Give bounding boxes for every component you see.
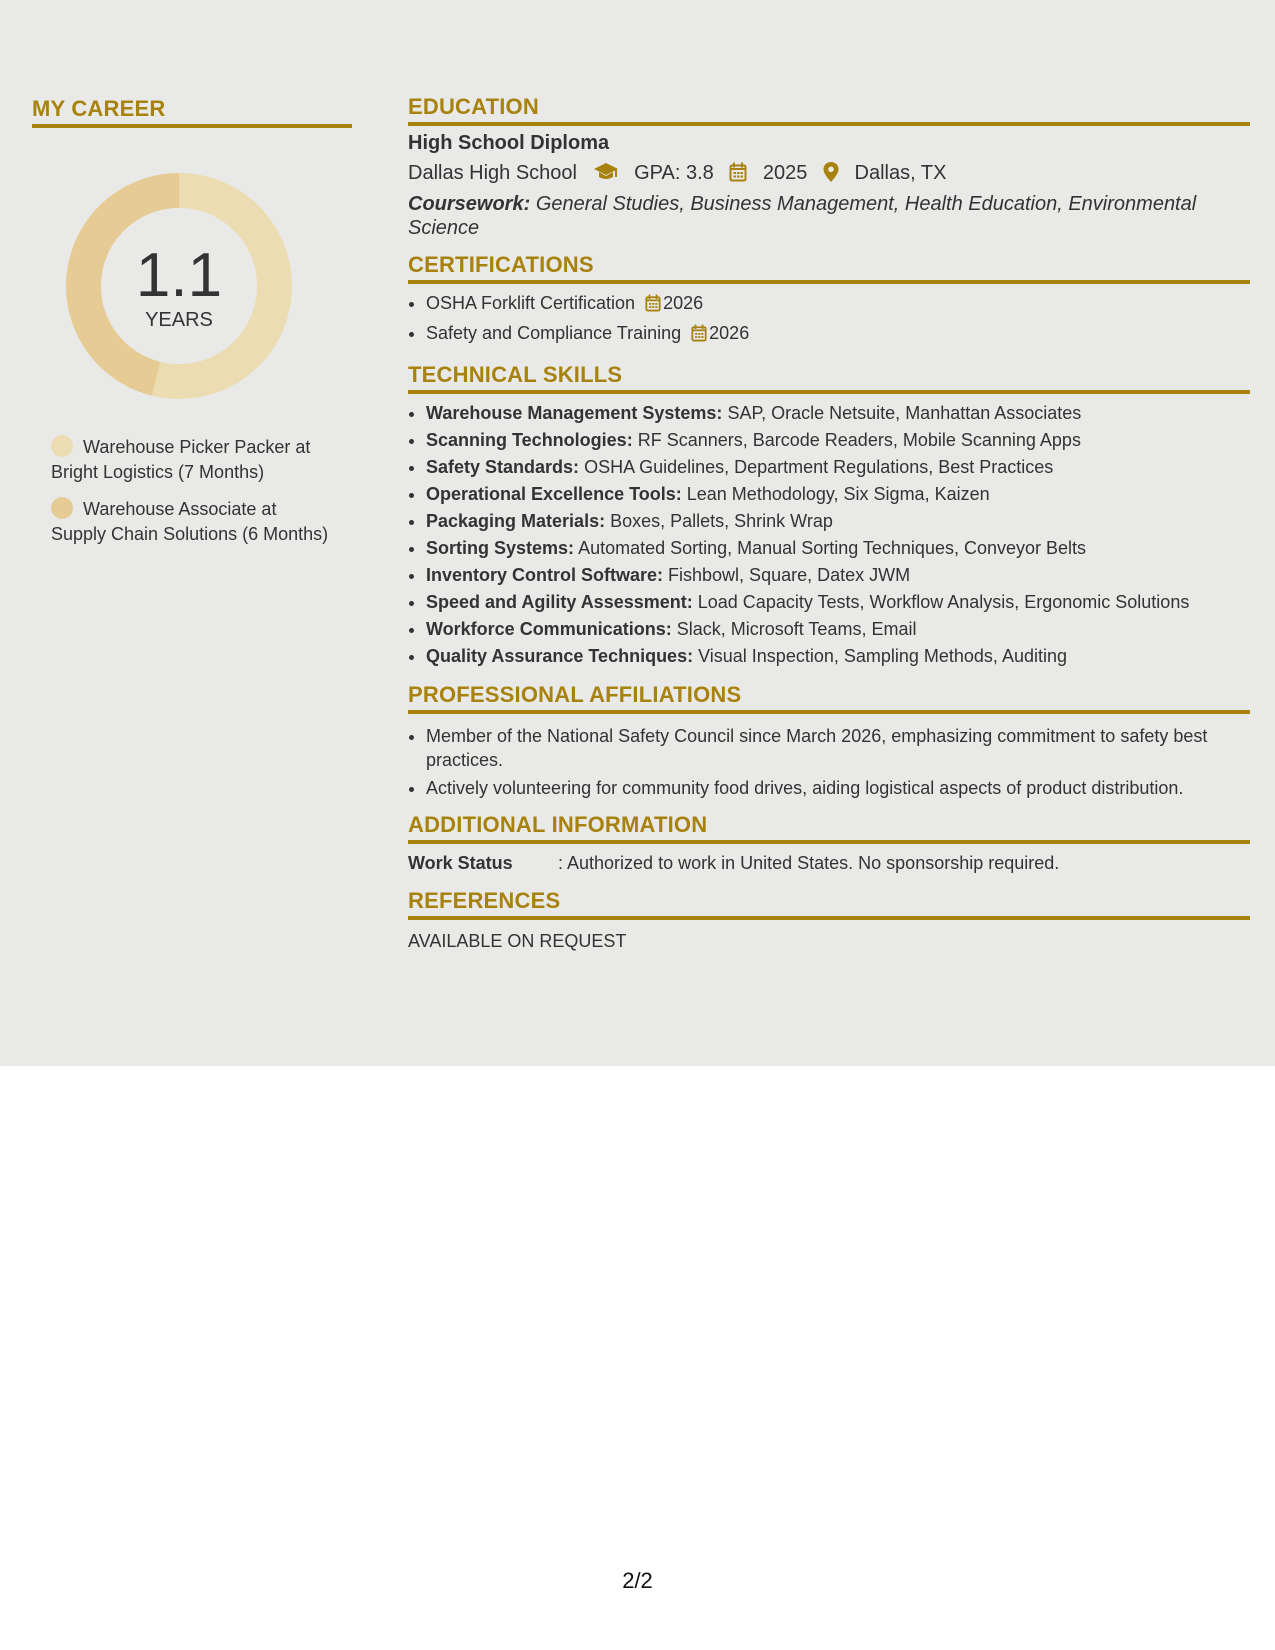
legend-label: Warehouse Associate at Supply Chain Solutions (6 Months) bbox=[51, 499, 329, 544]
education-meta bbox=[408, 159, 1250, 190]
affiliations-heading: PROFESSIONAL AFFILIATIONS bbox=[408, 682, 1250, 714]
degree-title: High School Diploma bbox=[408, 132, 610, 154]
skill-values: Automated Sorting, Manual Sorting Techniques, Conveyor Belts bbox=[578, 538, 1087, 558]
skill-values: Visual Inspection, Sampling Methods, Auditing bbox=[698, 646, 1067, 666]
list-item bbox=[426, 481, 1250, 508]
affiliations-section bbox=[408, 682, 1250, 800]
certification-name: OSHA Forklift Certification bbox=[426, 293, 636, 313]
list-item bbox=[426, 616, 1250, 643]
skill-category: Safety Standards: bbox=[426, 457, 580, 477]
skill-values: Fishbowl, Square, Datex JWM bbox=[668, 565, 911, 585]
skill-category: Inventory Control Software: bbox=[426, 565, 664, 585]
references-section bbox=[408, 888, 1250, 954]
list-item bbox=[426, 320, 1250, 350]
certification-name: Safety and Compliance Training bbox=[426, 323, 682, 343]
legend-item bbox=[51, 497, 331, 547]
list-item bbox=[426, 427, 1250, 454]
calendar-icon bbox=[729, 162, 747, 190]
skills-heading: TECHNICAL SKILLS bbox=[408, 362, 1250, 394]
certification-year: 2026 bbox=[709, 323, 750, 343]
additional-info-section bbox=[408, 812, 1250, 876]
main-column bbox=[408, 94, 1250, 966]
certifications-heading: CERTIFICATIONS bbox=[408, 252, 1250, 284]
coursework-label: Coursework: bbox=[408, 193, 531, 215]
career-legend bbox=[51, 435, 331, 547]
list-item bbox=[426, 400, 1250, 427]
skill-category: Quality Assurance Techniques: bbox=[426, 646, 694, 666]
career-column bbox=[32, 96, 352, 559]
work-status-value: : Authorized to work in United States. No sponsorship required. bbox=[558, 853, 1060, 873]
references-heading: REFERENCES bbox=[408, 888, 1250, 920]
skill-category: Packaging Materials: bbox=[426, 511, 606, 531]
legend-dot bbox=[51, 497, 73, 519]
skill-category: Speed and Agility Assessment: bbox=[426, 592, 693, 612]
education-heading: EDUCATION bbox=[408, 94, 1250, 126]
skill-values: OSHA Guidelines, Department Regulations, Best Practices bbox=[584, 457, 1054, 477]
affiliations-list bbox=[408, 720, 1250, 800]
list-item bbox=[426, 290, 1250, 320]
skill-values: Lean Methodology, Six Sigma, Kaizen bbox=[686, 484, 990, 504]
skill-values: Boxes, Pallets, Shrink Wrap bbox=[610, 511, 833, 531]
certifications-section bbox=[408, 252, 1250, 350]
list-item bbox=[426, 589, 1250, 616]
skill-category: Workforce Communications: bbox=[426, 619, 672, 639]
list-item: • Member of the National Safety Council since March 2026, emphasizing commitment to safety best practices. bbox=[426, 724, 1250, 772]
page-number: 2/2 bbox=[622, 1568, 653, 1593]
school-name: Dallas High School bbox=[408, 162, 577, 184]
list-item bbox=[426, 454, 1250, 481]
list-item: • Actively volunteering for community food drives, aiding logistical aspects of product distribution. bbox=[426, 776, 1250, 800]
skill-category: Sorting Systems: bbox=[426, 538, 575, 558]
list-item bbox=[426, 643, 1250, 670]
skill-values: SAP, Oracle Netsuite, Manhattan Associates bbox=[727, 403, 1082, 423]
skills-list bbox=[408, 400, 1250, 670]
career-heading: MY CAREER bbox=[32, 96, 352, 128]
skill-category: Operational Excellence Tools: bbox=[426, 484, 682, 504]
location: Dallas, TX bbox=[854, 162, 947, 184]
coursework-text: General Studies, Business Management, Health Education, Environmental Science bbox=[408, 193, 1197, 239]
work-status-label: Work Status bbox=[408, 853, 513, 873]
career-total-unit: YEARS bbox=[145, 309, 213, 331]
gpa: GPA: 3.8 bbox=[634, 162, 714, 184]
career-donut-chart bbox=[66, 173, 292, 399]
legend-dot bbox=[51, 435, 73, 457]
coursework bbox=[408, 192, 1250, 240]
career-total-value: 1.1 bbox=[135, 241, 223, 310]
skill-values: Slack, Microsoft Teams, Email bbox=[676, 619, 917, 639]
map-pin-icon bbox=[823, 162, 839, 190]
work-status-row bbox=[408, 850, 1250, 876]
calendar-icon bbox=[645, 293, 661, 320]
skill-category: Scanning Technologies: bbox=[426, 430, 633, 450]
additional-info-heading: ADDITIONAL INFORMATION bbox=[408, 812, 1250, 844]
certifications-list bbox=[408, 290, 1250, 350]
graduation-year: 2025 bbox=[762, 162, 808, 184]
skill-values: RF Scanners, Barcode Readers, Mobile Scanning Apps bbox=[637, 430, 1081, 450]
skills-section bbox=[408, 362, 1250, 670]
skill-category: Warehouse Management Systems: bbox=[426, 403, 723, 423]
calendar-icon bbox=[691, 323, 707, 350]
graduation-cap-icon bbox=[593, 162, 619, 190]
list-item bbox=[426, 562, 1250, 589]
list-item bbox=[426, 508, 1250, 535]
legend-label: Warehouse Picker Packer at Bright Logistics (7 Months) bbox=[51, 437, 311, 482]
list-item bbox=[426, 535, 1250, 562]
skill-values: Load Capacity Tests, Workflow Analysis, Ergonomic Solutions bbox=[697, 592, 1190, 612]
education-section bbox=[408, 94, 1250, 240]
legend-item bbox=[51, 435, 331, 485]
references-text: AVAILABLE ON REQUEST bbox=[408, 931, 627, 951]
certification-year: 2026 bbox=[663, 293, 704, 313]
